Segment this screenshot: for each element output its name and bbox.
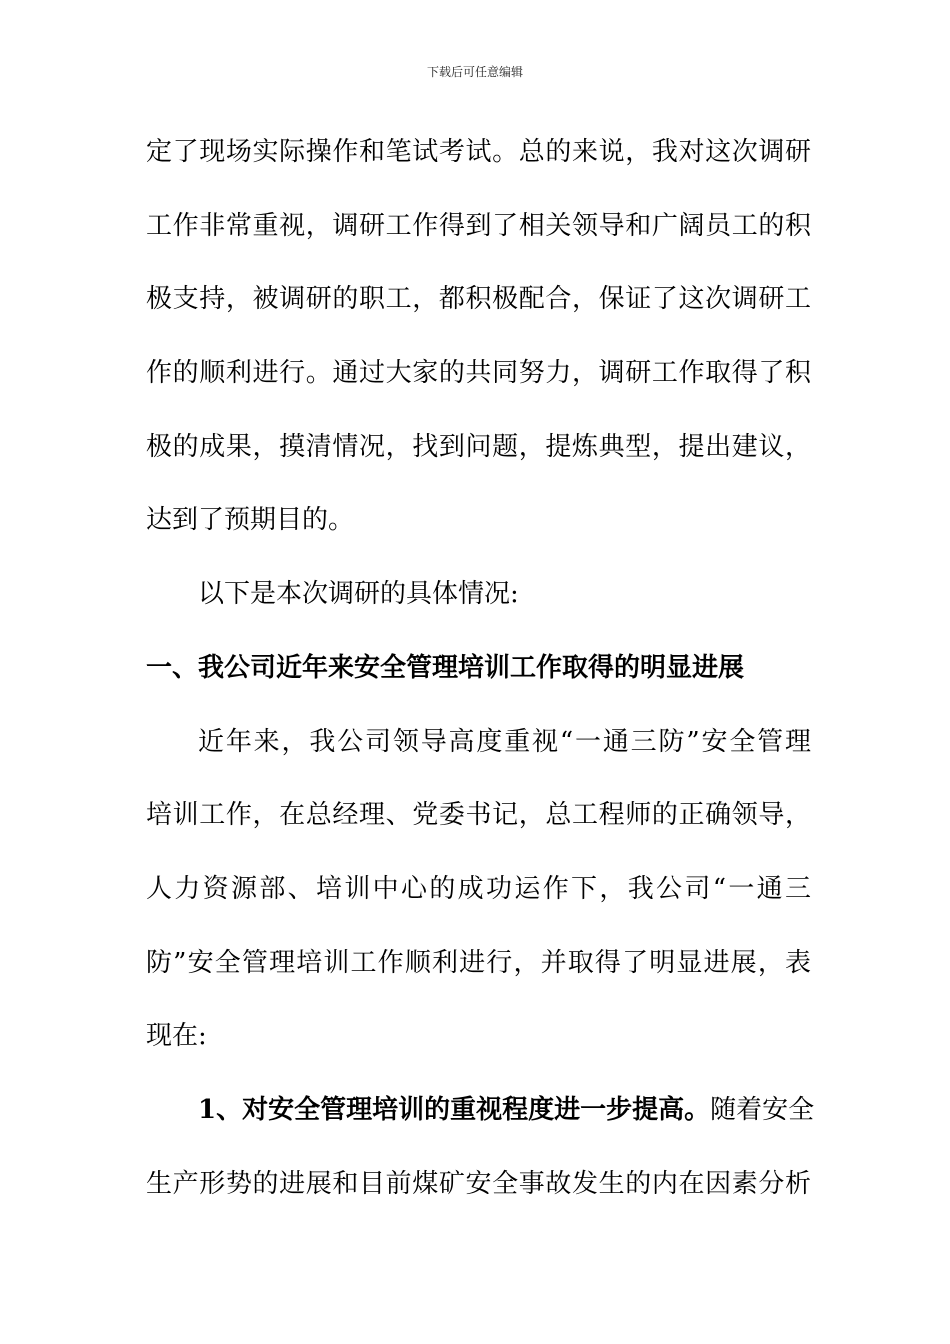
paragraph-line: 极的成果，摸清情况，找到问题，提炼典型，提出建议， <box>146 431 811 462</box>
paragraph-line: 定了现场实际操作和笔试考试。总的来说，我对这次调研 <box>146 137 811 167</box>
paragraph-line: 培训工作，在总经理、党委书记，总工程师的正确领导， <box>146 800 811 831</box>
paragraph-line: 作的顺利进行。通过大家的共同努力，调研工作取得了积 <box>146 358 811 389</box>
page-header-note: 下载后可任意编辑 <box>426 65 523 79</box>
paragraph-line: 现在: <box>146 1021 207 1052</box>
point-1-heading: 1、对安全管理培训的重视程度进一步提高。 <box>198 1094 711 1125</box>
paragraph-line: 达到了预期目的。 <box>146 505 355 536</box>
paragraph-line: 生产形势的进展和目前煤矿安全事故发生的内在因素分析 <box>146 1168 811 1199</box>
point-1-line <box>146 1088 815 1162</box>
paragraph-line: 工作非常重视，调研工作得到了相关领导和广阔员工的积 <box>146 210 811 241</box>
document-body <box>146 130 815 1235</box>
section-heading: 一、我公司近年来安全管理培训工作取得的明显进展 <box>146 652 745 683</box>
paragraph-line: 极支持，被调研的职工，都积极配合，保证了这次调研工 <box>146 284 811 315</box>
paragraph-line: 防”安全管理培训工作顺利进行，并取得了明显进展，表 <box>146 947 811 978</box>
paragraph-line: 人力资源部、培训中心的成功运作下，我公司“一通三 <box>146 873 811 904</box>
paragraph-line: 近年来，我公司领导高度重视“一通三防”安全管理 <box>198 726 811 757</box>
paragraph-line: 以下是本次调研的具体情况: <box>198 579 519 610</box>
point-1-text: 随着安全 <box>710 1094 815 1125</box>
